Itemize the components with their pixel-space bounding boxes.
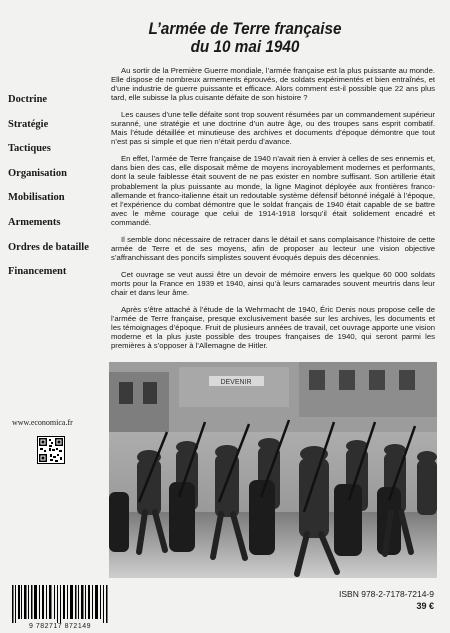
- sidebar-item-armements: Armements: [8, 216, 61, 228]
- paragraph-4: Il semble donc nécessaire de retracer dans le détail et sans complaisance l’histoire de cette armée de Terre et de ses moyens, afin de proposer au lecteur une vision objective s’affranchissant des poncifs simplistes souvent évoqués depuis des décennies.: [111, 234, 435, 262]
- sidebar-item-doctrine: Doctrine: [8, 94, 48, 105]
- storefront-sign: DEVENIR: [220, 379, 252, 386]
- book-title: [124, 20, 367, 56]
- paragraph-5: Cet ouvrage se veut aussi être un devoir de mémoire envers les quelque 60 000 soldats morts pour la France en 1939 et 1940, ainsi qu’à leurs camarades souvent meurtris dans leur chair et dans leur âme.: [111, 269, 435, 297]
- sidebar-item-ordres-de-bataille: Ordres de bataille: [8, 241, 89, 253]
- sidebar-item-financement: Financement: [8, 266, 67, 278]
- paragraph-3: En effet, l’armée de Terre française de 1940 n’avait rien à envier à celles de ses ennemis et, dans bien des cas, elle disposait même de moyens incroyablement modernes et performants, dont la seule faiblesse était souvent de ne pas exister en nombre suffisant. Son artillerie était probablement la plus puissante au monde, la ligne Maginot déployée aux frontières franco-allemande et franco-italienne était un redoutable système défensif bétonné inégalé à l’époque, et l’expérience du combat démontre que le soldat français de 1940 était capable de se battre avec le même courage que celui de 1914-1918 lorsqu’il était solidement encadré et commandé.: [111, 154, 435, 227]
- sidebar-item-mobilisation: Mobilisation: [8, 192, 65, 204]
- back-cover-text: [111, 66, 435, 358]
- marching-soldiers-photo: [109, 362, 437, 578]
- price: 39 €: [416, 601, 434, 611]
- sidebar-item-tactiques: Tactiques: [8, 143, 51, 155]
- qr-code-icon: [37, 436, 65, 464]
- publisher-website: www.economica.fr: [12, 418, 73, 427]
- paragraph-1: Au sortir de la Première Guerre mondiale, l’armée française est la plus puissante au monde. Elle dispose de nombreux armements éprouvés, de soldats expérimentés et bien entraînés, et d’une industrie de guerre puissante et efficace. Alors comment est-il possible que 22 ans plus tard, elle subisse la plus cuisante défaite de son histoire ?: [111, 66, 435, 103]
- isbn: ISBN 978-2-7178-7214-9: [339, 589, 434, 599]
- sidebar-item-organisation: Organisation: [8, 167, 67, 179]
- barcode-digits: 9 782717 872149: [29, 623, 91, 630]
- title-line-2: du 10 mai 1940: [190, 37, 300, 56]
- sidebar-item-strategie: Stratégie: [8, 118, 49, 130]
- title-line-1: L’armée de Terre française: [148, 19, 342, 38]
- paragraph-6: Après s’être attaché à l’étude de la Wehrmacht de 1940, Éric Denis nous propose celle de l’armée de Terre française, presque exclusivement basée sur les archives, les documents et les témoignages d’époque. Fruit de plusieurs années de travail, cet ouvrage apporte une vision moderne et la plus juste possible des troupes françaises de 1940, qui seront parmi les premières à s’opposer à l’Allemagne de Hitler.: [111, 305, 435, 351]
- paragraph-2: Les causes d’une telle défaite sont trop souvent résumées par un commandement supérieur suranné, une stratégie et une doctrine d’un autre âge, ou des troupes sans esprit combatif. Mais l’étude détaillée et minutieuse des archives et documents d’époque démontre que tout n’est pas si simple et que rien n’était perdu d’avance.: [111, 110, 435, 147]
- barcode-icon: [10, 585, 110, 627]
- topics-sidebar: [8, 94, 103, 291]
